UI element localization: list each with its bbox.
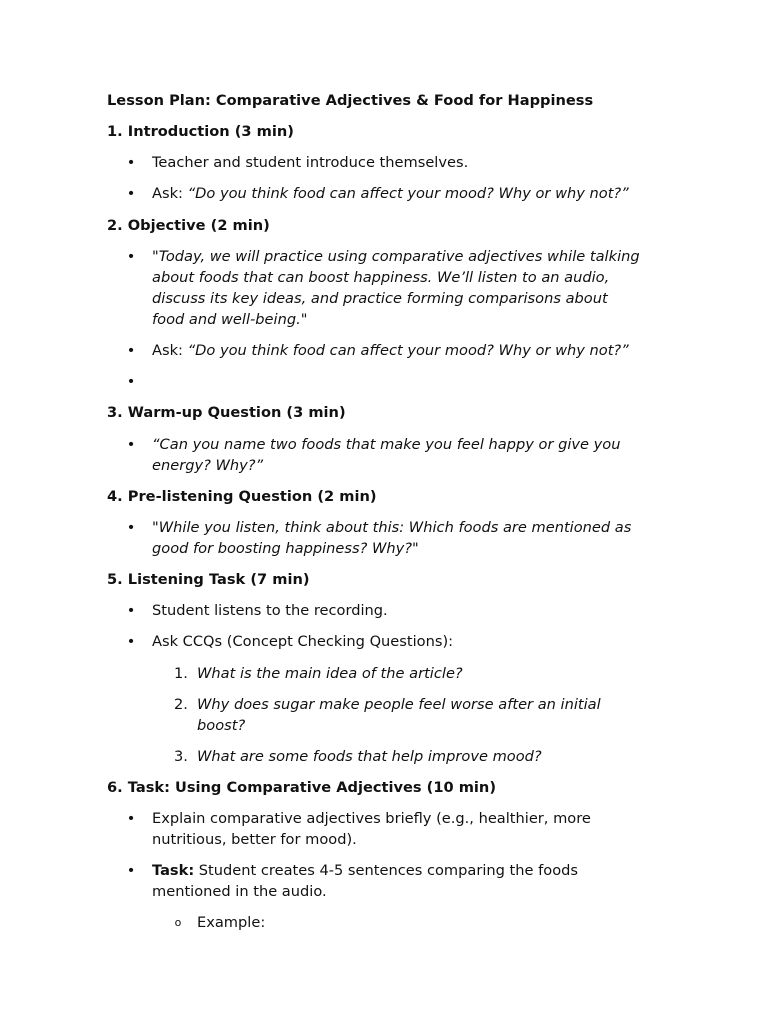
list-item: Student listens to the recording. [152,602,388,619]
bullet-icon: • [126,154,136,171]
list-item: Ask: “Do you think food can affect your mood? Why or why not?” [152,185,629,202]
bullet-icon: • [126,519,136,536]
sub-bullet-icon: o [174,916,182,929]
section-heading: 4. Pre-listening Question (2 min) [107,488,377,505]
list-item-line: nutritious, better for mood). [152,831,357,848]
bullet-icon: • [126,436,136,453]
section-heading: 6. Task: Using Comparative Adjectives (10 min) [107,779,496,796]
bullet-icon: • [126,342,136,359]
list-item-line: discuss its key ideas, and practice forming comparisons about [152,290,608,307]
ccq-line: What are some foods that help improve mood? [197,748,542,765]
list-item-line: food and well-being." [152,311,308,328]
ccq-line: What is the main idea of the article? [197,665,463,682]
list-item-line: energy? Why?” [152,457,264,474]
section-heading: 3. Warm-up Question (3 min) [107,404,346,421]
list-item-line: “Can you name two foods that make you feel happy or give you [152,436,621,453]
ccq-number: 1. [174,665,188,682]
bullet-icon: • [126,862,136,879]
list-item-line: Explain comparative adjectives briefly (e.g., healthier, more [152,810,591,827]
list-item-line: mentioned in the audio. [152,883,327,900]
ccq-number: 2. [174,696,188,713]
list-item: Ask CCQs (Concept Checking Questions): [152,633,454,650]
section-heading: 1. Introduction (3 min) [107,123,294,140]
sub-list-item: Example: [197,914,266,931]
bullet-icon: • [126,185,136,202]
bullet-icon: • [126,373,136,390]
ccq-line: boost? [197,717,246,734]
section-heading: 2. Objective (2 min) [107,217,270,234]
list-item-line: about foods that can boost happiness. We’ll listen to an audio, [152,269,610,286]
bullet-icon: • [126,248,136,265]
list-item: Teacher and student introduce themselves. [152,154,469,171]
list-item-line: good for boosting happiness? Why?" [152,540,419,557]
list-item-line: "While you listen, think about this: Which foods are mentioned as [152,519,632,536]
ccq-line: Why does sugar make people feel worse after an initial [197,696,601,713]
list-item-line: Task: Student creates 4-5 sentences comparing the foods [152,862,578,879]
section-heading: 5. Listening Task (7 min) [107,571,310,588]
list-item: Ask: “Do you think food can affect your mood? Why or why not?” [152,342,629,359]
bullet-icon: • [126,633,136,650]
ccq-number: 3. [174,748,188,765]
bullet-icon: • [126,602,136,619]
bullet-icon: • [126,810,136,827]
document-title: Lesson Plan: Comparative Adjectives & Food for Happiness [107,92,594,109]
list-item-line: "Today, we will practice using comparative adjectives while talking [152,248,640,265]
